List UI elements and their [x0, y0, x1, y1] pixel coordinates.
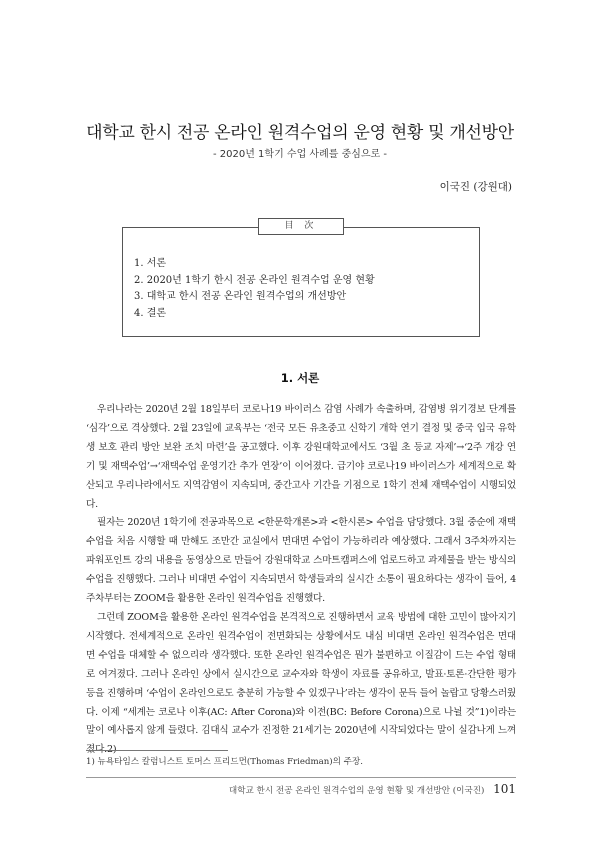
paragraph: 필자는 2020년 1학기에 전공과목으로 <한문학개론>과 <한시론> 수업을 담당했다. 3월 중순에 재택수업을 처음 시행할 때 만해도 조만간 교실에서 면대면 수업이 가능하리라 예상했다. 그래서 3주차까지는 파워포인트 강의 내용을 동영상으로 만들어 강원대학교 스마트캠퍼스에 업로드하고 과제물을 받는 방식의 수업을 진행했다. 그러나 비대면 수업이 지속되면서 학생들과의 실시간 소통이 필요하다는 생각이 들어, 4주차부터는 ZOOM을 활용한 온라인 원격수업을 진행했다. [86, 517, 516, 605]
table-of-contents-label: 目 次 [258, 218, 344, 235]
footnote: 1) 뉴욕타임스 칼럼니스트 토머스 프리드먼(Thomas Friedman)의 주장. [86, 757, 364, 767]
author-line: 이국진 (강원대) [439, 181, 512, 193]
toc-item: 1. 서론 [134, 258, 167, 269]
running-footer [229, 782, 516, 796]
toc-item: 4. 결론 [134, 307, 167, 319]
footnote-divider [86, 750, 228, 751]
toc-item: 2. 2020년 1학기 한시 전공 온라인 원격수업 운영 현황 [134, 274, 375, 286]
paragraph: 우리나라는 2020년 2월 18일부터 코로나19 바이러스 감염 사례가 속출하며, 감염병 위기경보 단계를 ‘심각’으로 격상했다. 2월 23일에 교육부는 ‘전국 모든 유초중고 신학기 개학 연기 결정 및 중국 입국 유학생 보호 관리 방안 보완 조치 마련’을 공고했다. 이후 강원대학교에서도 ‘3월 초 등교 자제’→‘2주 개강 연기 및 재택수업’→‘재택수업 운영기간 추가 연장’이 이어졌다. 급기야 코로나19 바이러스가 세계적으로 확산되고 우리나라에서도 지역감염이 지속되며, 중간고사 기간을 기점으로 1학기 전체 재택수업이 시행되었다. [86, 404, 516, 510]
section-heading: 1. 서론 [280, 371, 320, 385]
body-text [86, 401, 516, 760]
paper-title: 대학교 한시 전공 온라인 원격수업의 운영 현황 및 개선방안 [86, 123, 514, 143]
table-of-contents-list [134, 256, 375, 322]
footer-divider [86, 777, 516, 778]
running-footer-title: 대학교 한시 전공 온라인 원격수업의 운영 현황 및 개선방안 (이국진) [228, 786, 485, 796]
paper-subtitle: - 2020년 1학기 수업 사례를 중심으로 - [212, 149, 388, 160]
toc-item: 3. 대학교 한시 전공 온라인 원격수업의 개선방안 [134, 291, 347, 302]
paragraph: 그런데 ZOOM을 활용한 온라인 원격수업을 본격적으로 진행하면서 교육 방법에 대한 고민이 많아지기 시작했다. 전세계적으로 온라인 원격수업이 전면화되는 상황에서도 내심 비대면 온라인 원격수업은 면대면 수업을 대체할 수 없으리라 생각했다. 또한 온라인 원격수업은 뭔가 불편하고 이질감이 드는 수업 형태로 여겨졌다. 그러나 온라인 상에서 실시간으로 교수자와 학생이 자료를 공유하고, 발표·토론·간단한 평가 등을 진행하며 ‘수업이 온라인으로도 충분히 가능할 수 있겠구나’라는 생각이 문득 들어 놀랍고 당황스러웠다. 이제 “세계는 코로나 이후(AC: After Corona)와 이전(BC: Before Corona)으로 나뉠 것”1)이라는 말이 예사롭지 않게 들렸다. 김대식 교수가 진정한 21세기는 2020년에 시작되었다는 말이 실감나게 느껴졌다.2) [86, 611, 516, 756]
page-number: 101 [493, 782, 516, 796]
